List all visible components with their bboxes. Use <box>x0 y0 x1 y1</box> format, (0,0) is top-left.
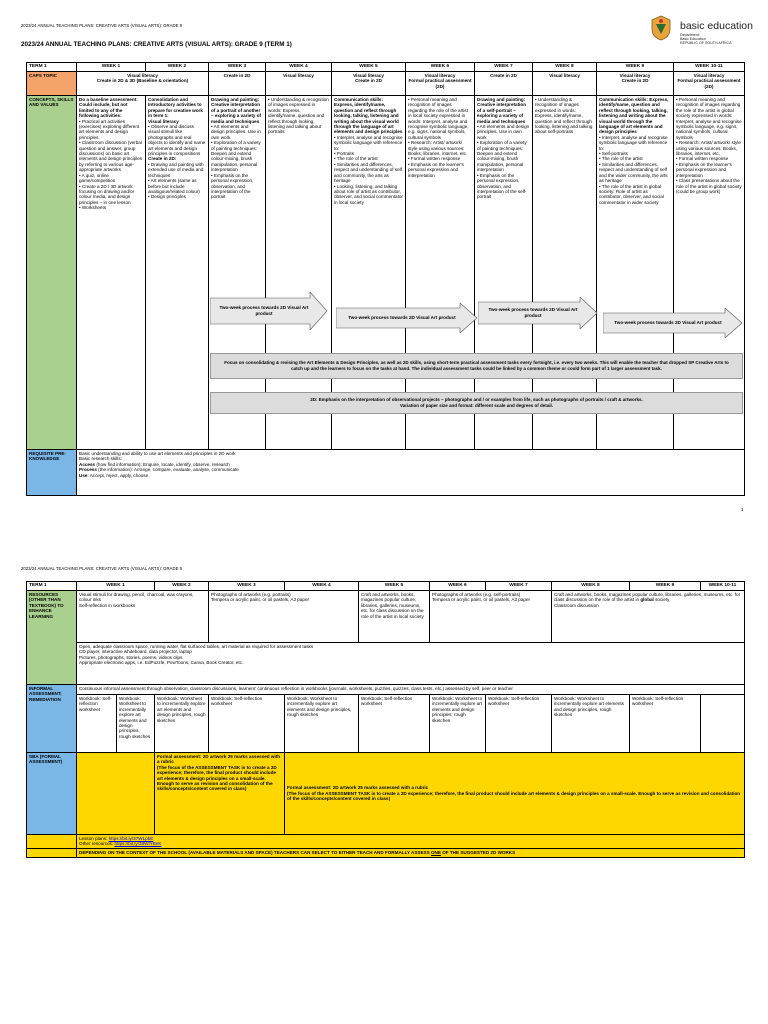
caps-topic-w5: Visual literacy Create in 2D <box>332 72 406 96</box>
resources-w3-4: Photographs of artworks (e.g. portraits) Tempera or acrylic paint, or oil pastels, A3 paper <box>209 591 359 643</box>
page-number: 1 <box>741 507 744 512</box>
header-week: WEEK 9 <box>630 582 701 591</box>
header-term: TERM 1 <box>27 63 77 72</box>
caps-topic-w3: Create in 2D <box>209 72 266 96</box>
header-week: WEEK 4 <box>285 582 359 591</box>
header-week: WEEK 10-11 <box>701 582 745 591</box>
informal-w9: Workbook: Worksheet to incrementally explore art elements and design principles, rough sketches <box>552 695 630 753</box>
informal-label: INFORMAL ASSESSMENT; REMEDIATION <box>27 685 77 753</box>
process-arrow-3-label: Two-week process towards 2D Visual Art product <box>488 307 578 318</box>
header-week: WEEK 7 <box>475 63 533 72</box>
footer-left <box>27 849 77 858</box>
informal-w5: Workbook: Worksheet to incrementally explore art elements and design principles, rough sketches <box>285 695 359 753</box>
informal-w6: Workbook: Self-reflection worksheet <box>359 695 430 753</box>
caps-topic-label: CAPS TOPIC <box>27 72 77 96</box>
lesson-plans-link[interactable]: https://bit.ly/37WLpbE <box>108 836 154 841</box>
header-week: WEEK 8 <box>552 582 630 591</box>
informal-w11 <box>701 695 745 753</box>
caps-topic-w8: Visual literacy <box>533 72 597 96</box>
informal-w1: Workbook: Self-reflection worksheet <box>77 695 117 753</box>
caps-topic-w9: Visual literacy Create in 2D <box>597 72 674 96</box>
concepts-label: CONCEPTS, SKILLS AND VALUES <box>27 96 77 450</box>
concepts-w9: Communication skills: Express, identify/name, question and reflect through looking, talking, listening and writing about the visual world through the language of art elements and design principles • Interpret, analyse and recognise symbolic language with reference to: • Self-portraits • The role of the artist • Similarities and differences, respect and understanding of self and the wider community, the arts as heritage • The role of the artist in global society: Role of artist as contributor, observer, and social commentator in wider society <box>597 96 674 450</box>
header-week: WEEK 6 <box>430 582 486 591</box>
annual-plan-table <box>26 62 745 496</box>
concepts-w4: • Understanding & recognition of images expressed in words: Express, identify/name, question and reflect through looking, listening and talking about portraits <box>266 96 332 450</box>
header-week: WEEK 1 <box>77 582 155 591</box>
process-arrow-4-label: Two-week process towards 2D Visual Art product <box>614 320 722 326</box>
header-week: WEEK 5 <box>332 63 406 72</box>
logo-brand: basic education <box>680 20 753 32</box>
sba-label: SBA (FORMAL ASSESSMENT) <box>27 753 77 835</box>
header-week: WEEK 6 <box>406 63 475 72</box>
emphasis-band: 2D: Emphasis on the interpretation of observational projects – photographs and / or examples from life, such as photographs of portraits / craft & artworks. Variation of paper size and format: different scale and degrees of detail. <box>210 392 743 414</box>
concepts-w3: Drawing and painting: Creative interpretation of a portrait of another – exploring a variety of media and techniques • Art elements and design principles. Use in own work • Exploration of a variety of painting techniques: Deepen and extend colour-mixing, brush manipulation, personal interpretation • Emphasis on the personal expression, observation, and interpretation of the portrait <box>209 96 266 450</box>
running-header-2: 2023/24 ANNUAL TEACHING PLANS: CREATIVE ARTS (VISUAL ARTS): GRADE 9 <box>21 566 183 571</box>
informal-w7: Workbook: Worksheet to incrementally explore art elements and design principles; rough sketches <box>430 695 486 753</box>
informal-w10: Workbook: Self-reflection worksheet <box>630 695 701 753</box>
logo-text: Department: Basic Education REPUBLIC OF SOUTH AFRICA <box>680 33 732 45</box>
informal-w4: Workbook: Self-reflection worksheet <box>209 695 285 753</box>
resources-general: Open, adequate classroom space, running water, flat surfaced tables, art material as required for assessment tasks CD player, interactive whiteboard, data projector, laptop Pictures, photographs, stories, poems, videos clips Appropriate electronic apps, i.e. EdPuzzle, PowToons, Canva, Book Creator, etc. <box>77 643 745 685</box>
header-term: TERM 1 <box>27 582 77 591</box>
header-week: WEEK 5 <box>359 582 430 591</box>
concepts-w8: • Understanding & recognition of images expressed in words: Express, identify/name, question and reflect through looking, listening and talking about self-portraits <box>533 96 597 450</box>
concepts-w10: • Personal meaning and recognition of images regarding the role of the artist in global society expressed in words: Interpret, analyse and recognise symbolic language, e.g. signs, national symbols, cultural symbols • Research: Artist/ artwork/ style using various sources: Books, libraries, internet, etc. • Formal written response • Emphasis on the learner's personal expression and interpretation • Class presentations about the role of the artist in global society (could be group work) <box>674 96 745 450</box>
informal-summary: Continuous informal assessment through observation, classroom discussions, learners' continuous reflection in workbooks (journals, worksheets, puzzles, quizzes, class tests, etc.) assessed by self, peer or teacher <box>77 685 745 695</box>
concepts-w6: • Personal meaning and recognition of images regarding the role of the artist in local society expressed in words: Interpret, analyse and recognise symbolic language, e.g. signs, national symbols, cultural symbols • Research: Artist/ artwork/ style using various sources: Books, libraries, internet, etc. • Formal written response • Emphasis on the learner's personal expression and interpretation <box>406 96 475 450</box>
prereq-content: Basic understanding and ability to use art elements and principles in 2D work Basic research skills: Access (how find information): Enquire, locate, identify, observe, research Process (the information): Arrange, compare, evaluate, analyse, communicate Use: Accept, reject, apply, choose <box>77 450 745 496</box>
concepts-w1: Do a baseline assessment: Could include, but not limited to any of the following activities: • Practical art activities (exercises) exploring different art elements and design principles • Classroom discussion (verbal question and answer, group discussions) on basic art elements and design principles by referring to various age-appropriate artworks • A quiz, online game/competition • Create a 2D / 3D artwork focusing on drawing and/or colour media, and design principles – in one lesson • Worksheets <box>77 96 146 450</box>
annual-plan-table-2 <box>26 581 745 858</box>
header-week: WEEK 2 <box>155 582 209 591</box>
informal-w8: Workbook: Self-reflection worksheet <box>486 695 552 753</box>
resources-label: RESOURCES (OTHER THAN TEXTBOOK) TO ENHANCE LEARNING <box>27 591 77 685</box>
caps-topic-w10: Visual literacy Formal practical assessment (2D) <box>674 72 745 96</box>
coat-of-arms-icon <box>648 14 674 42</box>
resource-links: Lesson plans: https://bit.ly/37WLpbE Other resources: https://bit.ly/38WfYBeK <box>77 835 745 849</box>
running-header: 2023/24 ANNUAL TEACHING PLANS: CREATIVE ARTS (VISUAL ARTS): GRADE 9 <box>21 23 183 28</box>
process-arrow-2-label: Two-week process towards 2D Visual Art product <box>348 315 456 321</box>
caps-topic-w4: Visual literacy <box>266 72 332 96</box>
caps-topic-w6: Visual literacy Formal practical assessment (2D) <box>406 72 475 96</box>
process-arrow-1-label: Two-week process towards 2D Visual Art product <box>219 305 309 316</box>
header-week: WEEK 1 <box>77 63 146 72</box>
footer-note: DEPENDING ON THE CONTEXT OF THE SCHOOL (AVAILABLE MATERIALS AND SPACE) TEACHERS CAN SELECT TO EITHER TEACH AND FORMALLY ASSESS ONE OF THE SUGGESTED 2D WORKS <box>77 849 745 858</box>
sba-empty <box>77 753 155 835</box>
informal-w2: Workbook: Worksheet to incrementally explore art elements and design principles, rough sketches <box>117 695 155 753</box>
other-resources-link[interactable]: https://bit.ly/38WfYBeK <box>114 841 162 847</box>
header-week: WEEK 10-11 <box>674 63 745 72</box>
sba-task-1: Formal assessment: 2D artwork 25 marks assessed with a rubric (The focus of the ASSESSMENT TASK is to create a 2D experience; therefore, the final product should include art elements & design principles on a small-scale. Enough to serve as revision and consolidation of the skills/concepts/content covered in class) <box>155 753 285 835</box>
header-week: WEEK 2 <box>146 63 209 72</box>
header-week: WEEK 3 <box>209 582 285 591</box>
resources-w6-7: Photographs of artworks (e.g. self-portraits) Tempera or acrylic paint, or oil pastels, A3 paper <box>430 591 552 643</box>
header-week: WEEK 7 <box>486 582 552 591</box>
concepts-w5: Communication skills: Express, identify/name, question and reflect through looking, talking, listening and writing about the visual world through the language of art elements and design principles • Interpret, analyse and recognise symbolic language with reference to: • Portraits • The role of the artist • Similarities and differences, respect and understanding of self and community, the arts as heritage • Looking, listening, and talking about role of artist as contributor, observer, and social commentator in local society <box>332 96 406 450</box>
resources-w1-2: Visual stimuli for drawing, pencil, charcoal, wax crayons, colour inks Self-reflection in workbooks <box>77 591 209 643</box>
concepts-w2: Consolidation and Introductory activities to prepare for creative work in term 1: Visual literacy • Observe and discuss visual stimuli like photographs and real objects to identify and name art elements and design principles in compositions Create in 2D: • Drawing and painting with extended use of media and techniques • Art elements (same as before but include analogous/related colour) • Design principles <box>146 96 209 450</box>
prereq-label: REQUISITE PRE-KNOWLEDGE <box>27 450 77 496</box>
page-title: 2023/24 ANNUAL TEACHING PLANS: CREATIVE ARTS (VISUAL ARTS): GRADE 9 (TERM 1) <box>21 41 292 48</box>
header-week: WEEK 9 <box>597 63 674 72</box>
resources-w8-10: Craft and artworks, books, magazines popular culture, libraries, galleries, museums, etc. for class discussion on the role of the artist in global society Classroom discussion <box>552 591 745 643</box>
resources-w5: Craft and artworks, books, magazines popular culture, libraries, galleries, museums, etc. for class discussion on the role of the artist in local society <box>359 591 430 643</box>
links-left <box>27 835 77 849</box>
header-week: WEEK 3 <box>209 63 266 72</box>
informal-w3: Workbook: Worksheet to incrementally explore art elements and design principles, rough sketches <box>155 695 209 753</box>
caps-topic-w1-2: Visual literacy Create in 2D & 3D (Baseline & orientation) <box>77 72 209 96</box>
focus-band: Focus on consolidating & revising the Art Elements & Design Principles, as well as 2D skills, using short-term practical assessment tasks every fortnight, i.e. every two weeks. This will enable the teacher that dropped SP Creative Arts to catch up and the learners to focus on the tasks at hand. The individual assessment tasks could be linked by a common theme or could form part of 1 larger assessment task. <box>210 353 743 379</box>
concepts-w7: Drawing and painting: Creative interpretation of a self-portrait – exploring a variety of media and techniques • Art elements and design principles. Use in own work • Exploration of a variety of painting techniques: Deepen and extend colour-mixing, brush manipulation, personal interpretation • Emphasis on the personal expression, observation, and interpretation of the self-portrait <box>475 96 533 450</box>
header-week: WEEK 4 <box>266 63 332 72</box>
caps-topic-w7: Create in 2D <box>475 72 533 96</box>
sba-task-2: Formal assessment: 2D artwork 25 marks assessed with a rubric (The focus of the ASSESSMENT TASK is to create a 2D experience; therefore, the final product should include art elements & design principles on a small-scale. Enough to serve as revision and consolidation of the skills/concepts/content covered in class) <box>285 753 745 835</box>
header-week: WEEK 8 <box>533 63 597 72</box>
